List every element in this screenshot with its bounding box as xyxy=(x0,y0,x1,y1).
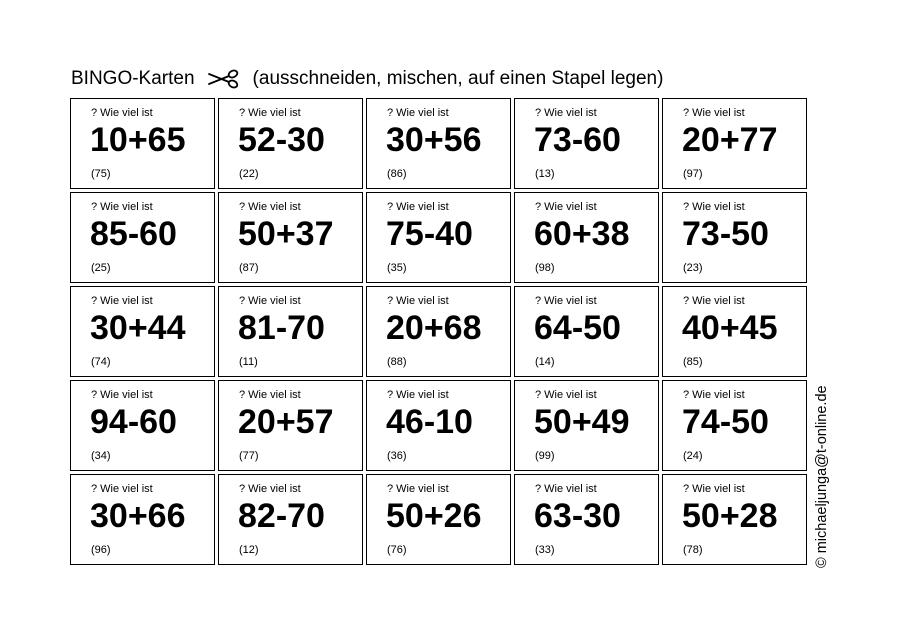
card-answer: (77) xyxy=(239,450,259,462)
card-answer: (36) xyxy=(387,450,407,462)
card-answer: (74) xyxy=(91,356,111,368)
card-answer: (76) xyxy=(387,544,407,556)
bingo-card xyxy=(366,98,511,189)
card-expression: 63-30 xyxy=(534,497,621,535)
card-expression: 30+66 xyxy=(90,497,186,535)
card-expression: 20+77 xyxy=(682,121,778,159)
bingo-card xyxy=(70,192,215,283)
card-expression: 50+26 xyxy=(386,497,482,535)
card-question: ? Wie viel ist xyxy=(683,483,745,495)
page-header xyxy=(71,66,663,92)
card-expression: 52-30 xyxy=(238,121,325,159)
card-question: ? Wie viel ist xyxy=(387,295,449,307)
bingo-card-grid xyxy=(70,98,807,565)
card-answer: (99) xyxy=(535,450,555,462)
card-question: ? Wie viel ist xyxy=(683,107,745,119)
card-expression: 46-10 xyxy=(386,403,473,441)
bingo-card xyxy=(662,474,807,565)
card-answer: (87) xyxy=(239,262,259,274)
card-expression: 60+38 xyxy=(534,215,630,253)
bingo-card xyxy=(514,98,659,189)
card-expression: 10+65 xyxy=(90,121,186,159)
card-expression: 75-40 xyxy=(386,215,473,253)
card-answer: (75) xyxy=(91,168,111,180)
card-question: ? Wie viel ist xyxy=(535,107,597,119)
card-question: ? Wie viel ist xyxy=(683,201,745,213)
card-answer: (85) xyxy=(683,356,703,368)
card-question: ? Wie viel ist xyxy=(535,295,597,307)
bingo-card xyxy=(70,474,215,565)
card-question: ? Wie viel ist xyxy=(387,107,449,119)
card-question: ? Wie viel ist xyxy=(91,201,153,213)
card-answer: (97) xyxy=(683,168,703,180)
bingo-card xyxy=(662,380,807,471)
bingo-card xyxy=(662,98,807,189)
card-answer: (35) xyxy=(387,262,407,274)
card-expression: 20+68 xyxy=(386,309,482,347)
card-answer: (13) xyxy=(535,168,555,180)
bingo-card xyxy=(70,286,215,377)
scissors-icon xyxy=(207,68,241,90)
bingo-card xyxy=(218,380,363,471)
bingo-card xyxy=(70,380,215,471)
bingo-card xyxy=(514,380,659,471)
card-question: ? Wie viel ist xyxy=(535,201,597,213)
card-question: ? Wie viel ist xyxy=(387,389,449,401)
card-question: ? Wie viel ist xyxy=(535,389,597,401)
card-question: ? Wie viel ist xyxy=(91,107,153,119)
bingo-card xyxy=(366,380,511,471)
card-expression: 20+57 xyxy=(238,403,334,441)
card-question: ? Wie viel ist xyxy=(683,295,745,307)
card-answer: (12) xyxy=(239,544,259,556)
bingo-card xyxy=(366,286,511,377)
card-question: ? Wie viel ist xyxy=(91,295,153,307)
bingo-card xyxy=(366,474,511,565)
card-answer: (14) xyxy=(535,356,555,368)
bingo-card xyxy=(218,286,363,377)
card-expression: 85-60 xyxy=(90,215,177,253)
page-title: BINGO-Karten xyxy=(71,68,195,89)
bingo-card xyxy=(662,286,807,377)
card-expression: 73-60 xyxy=(534,121,621,159)
card-answer: (33) xyxy=(535,544,555,556)
card-expression: 64-50 xyxy=(534,309,621,347)
card-expression: 81-70 xyxy=(238,309,325,347)
card-expression: 40+45 xyxy=(682,309,778,347)
card-answer: (23) xyxy=(683,262,703,274)
card-answer: (98) xyxy=(535,262,555,274)
card-question: ? Wie viel ist xyxy=(683,389,745,401)
bingo-card xyxy=(662,192,807,283)
bingo-card xyxy=(70,98,215,189)
card-expression: 50+37 xyxy=(238,215,334,253)
bingo-card xyxy=(514,474,659,565)
card-answer: (88) xyxy=(387,356,407,368)
bingo-card xyxy=(366,192,511,283)
card-expression: 82-70 xyxy=(238,497,325,535)
bingo-card xyxy=(514,192,659,283)
bingo-card xyxy=(218,192,363,283)
card-answer: (78) xyxy=(683,544,703,556)
card-expression: 30+56 xyxy=(386,121,482,159)
card-answer: (22) xyxy=(239,168,259,180)
card-answer: (11) xyxy=(239,356,258,368)
card-question: ? Wie viel ist xyxy=(239,389,301,401)
card-answer: (86) xyxy=(387,168,407,180)
card-expression: 74-50 xyxy=(682,403,769,441)
card-answer: (24) xyxy=(683,450,703,462)
copyright-text: © michaeljunga@t-online.de xyxy=(814,385,830,568)
instructions-text: (ausschneiden, mischen, auf einen Stapel legen) xyxy=(252,68,664,89)
card-expression: 30+44 xyxy=(90,309,186,347)
card-answer: (96) xyxy=(91,544,111,556)
card-question: ? Wie viel ist xyxy=(387,483,449,495)
card-question: ? Wie viel ist xyxy=(239,107,301,119)
card-answer: (25) xyxy=(91,262,111,274)
card-answer: (34) xyxy=(91,450,111,462)
bingo-card xyxy=(218,474,363,565)
card-question: ? Wie viel ist xyxy=(239,483,301,495)
card-expression: 50+28 xyxy=(682,497,778,535)
card-question: ? Wie viel ist xyxy=(387,201,449,213)
card-expression: 73-50 xyxy=(682,215,769,253)
card-question: ? Wie viel ist xyxy=(535,483,597,495)
card-question: ? Wie viel ist xyxy=(239,295,301,307)
card-expression: 94-60 xyxy=(90,403,177,441)
bingo-card xyxy=(514,286,659,377)
card-question: ? Wie viel ist xyxy=(91,483,153,495)
card-question: ? Wie viel ist xyxy=(91,389,153,401)
card-expression: 50+49 xyxy=(534,403,630,441)
card-question: ? Wie viel ist xyxy=(239,201,301,213)
bingo-card xyxy=(218,98,363,189)
